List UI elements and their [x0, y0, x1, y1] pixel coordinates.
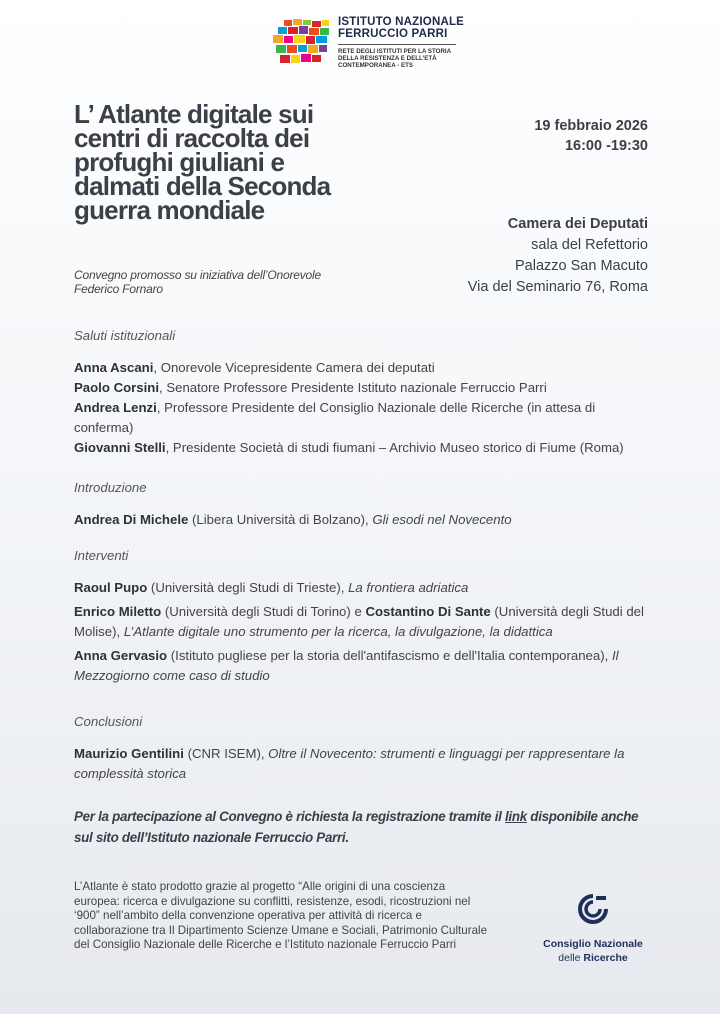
venue-building: Palazzo San Macuto [515, 258, 648, 274]
logo-name-line1: ISTITUTO NAZIONALE [338, 16, 465, 28]
institute-logo-text [338, 16, 464, 69]
project-footnote: L’Atlante è stato prodotto grazie al progetto “Alle origini di una coscienza europea: ricerca e divulgazione su conflitti, resistenze, esodi, ricostruzioni nel ‘900” nell’ambito della convenzione operativa per attività di ricerca e collaborazione tra Il Dipartimento Scienze Umane e Sociali, Patrimonio Culturale del Consiglio Nazionale delle Ricerche e l’Istituto nazionale Ferruccio Parri [74, 880, 488, 952]
venue-room: sala del Refettorio [531, 237, 648, 253]
speaker-entry: Paolo Corsini, Senatore Professore Presidente Istituto nazionale Ferruccio Parri [74, 380, 547, 395]
speaker-entry: Anna Gervasio (Istituto pugliese per la storia dell'antifascismo e dell'Italia contemporanea), Il Mezzogiorno come caso di studio [74, 648, 619, 683]
section-heading: Introduzione [74, 480, 147, 495]
section-heading: Interventi [74, 548, 129, 563]
speaker-entry: Maurizio Gentilini (CNR ISEM), Oltre il Novecento: strumenti e linguaggi per rappresentare la complessità storica [74, 746, 625, 781]
event-time: 16:00 -19:30 [564, 138, 648, 154]
speaker-entry: Anna Ascani, Onorevole Vicepresidente Camera dei deputati [74, 360, 435, 375]
venue-address: Via del Seminario 76, Roma [467, 279, 648, 295]
event-datetime [534, 116, 648, 156]
speaker-entry: Raoul Pupo (Università degli Studi di Trieste), La frontiera adriatica [74, 580, 469, 595]
section-saluti [74, 326, 654, 458]
cnr-logo [530, 892, 656, 965]
cnr-emblem-icon [576, 892, 610, 926]
event-venue [468, 214, 648, 298]
speaker-entry: Andrea Di Michele (Libera Università di Bolzano), Gli esodi nel Novecento [74, 512, 512, 527]
logo-name-line2: FERRUCCIO PARRI [338, 28, 448, 40]
section-heading: Conclusioni [74, 714, 143, 729]
speaker-entry: Andrea Lenzi, Professore Presidente del Consiglio Nazionale delle Ricerche (in attesa di conferma) [74, 400, 596, 435]
parri-logo-icon [270, 18, 332, 70]
section-conclusioni [74, 712, 654, 784]
page-title: L’ Atlante digitale sui centri di raccolta dei profughi giuliani e dalmati della Seconda guerra mondiale [74, 99, 331, 225]
convegno-subtitle: Convegno promosso su iniziativa dell’Onorevole Federico Fornaro [74, 268, 321, 296]
logo-tagline: RETE DEGLI ISTITUTI PER LA STORIA DELLA RESISTENZA E DELL'ETÀ CONTEMPORANEA - ETS [338, 44, 456, 69]
section-heading: Saluti istituzionali [74, 328, 176, 343]
registration-notice: Per la partecipazione al Convegno è richiesta la registrazione tramite il link disponibile anche sul sito dell’Istituto nazionale Ferruccio Parri. [74, 809, 639, 845]
cnr-name: Consiglio Nazionale delle Ricerche [543, 938, 643, 964]
section-interventi [74, 546, 654, 686]
section-introduzione [74, 478, 654, 530]
speaker-entry: Enrico Miletto (Università degli Studi di Torino) e Costantino Di Sante (Università degli Studi del Molise), L’Atlante digitale uno strumento per la ricerca, la divulgazione, la didattica [74, 604, 644, 639]
event-date: 19 febbraio 2026 [534, 118, 648, 134]
speaker-entry: Giovanni Stelli, Presidente Società di studi fiumani – Archivio Museo storico di Fiume (Roma) [74, 440, 624, 455]
venue-name: Camera dei Deputati [507, 216, 648, 232]
registration-link[interactable]: link [505, 809, 527, 824]
